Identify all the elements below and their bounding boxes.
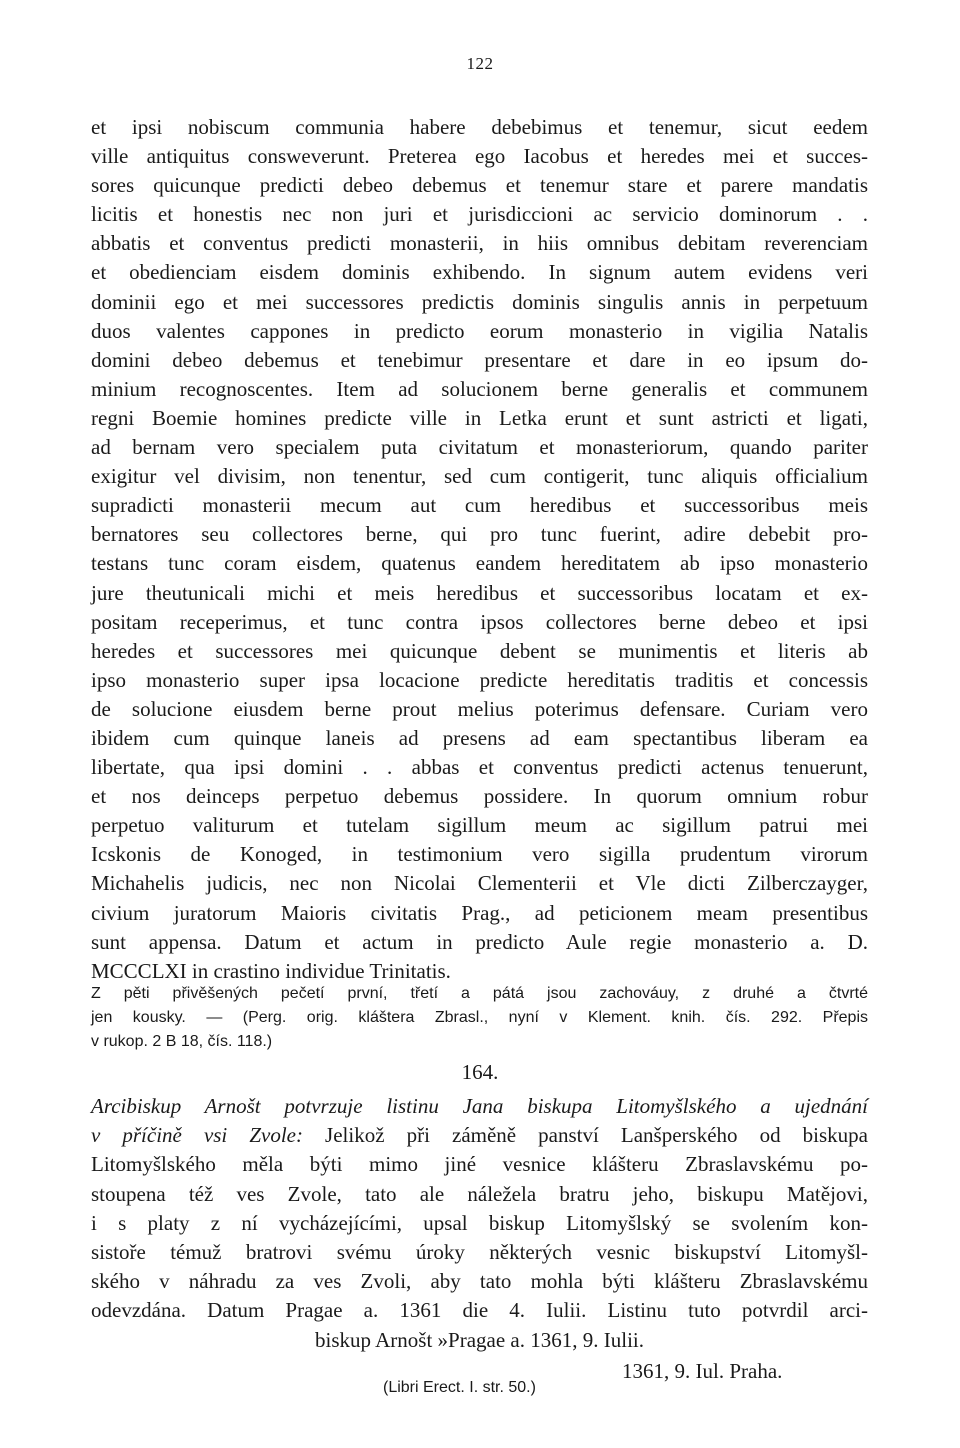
note-line: Z pěti přivěšených pečetí první, třetí a pátá jsou zachováuy, z druhé a čtvrté [91,985,868,1002]
text-line: et nos deinceps perpetuo debemus possidere. In quorum omnium robur [91,784,868,809]
note-line: v rukop. 2 B 18, čís. 118.) [91,1033,273,1050]
text-line: bernatores seu collectores berne, qui pro tunc fuerint, adire debebit pro- [91,522,868,547]
text-line: sunt appensa. Datum et actum in predicto Aule regie monasterio a. D. [91,929,868,954]
text-line: regni Boemie homines predicte ville in Letka erunt et sunt astricti et ligati, [91,405,868,430]
text-line: supradicti monasterii mecum aut cum heredibus et successoribus meis [91,493,868,518]
text-line: duos valentes cappones in predicto eorum monasterio in vigilia Natalis [91,318,868,343]
text-line: de solucione eiusdem berne prout melius poterimus defensare. Curiam vero [91,696,868,721]
entry-line: i s platy z ní vycházejícími, upsal biskup Litomyšlský se svolením kon- [91,1210,868,1235]
text-line: heredes et successores mei quicunque debent se munimentis et literis ab [91,638,868,663]
entry-line: sistoře témuž bratrovi svému úroky některých vesnic biskupství Litomyšl- [91,1240,868,1265]
source-citation: (Libri Erect. I. str. 50.) [383,1379,536,1396]
text-line: dominii ego et mei successores predictis dominis singulis annis in perpetuum [91,289,868,314]
text-line: Icskonis de Konoged, in testimonium vero sigilla prudentum virorum [91,842,868,867]
entry-regest [91,1092,868,1355]
note-line: jen kousky. — (Perg. orig. kláštera Zbrasl., nyní v Klement. knih. čís. 292. Přepis [91,1009,868,1026]
text-line: exigitur vel divisim, non tenentur, sed cum contigerit, tunc aliquis officialium [91,464,868,489]
text-line: perpetuo valiturum et tutelam sigillum meum ac sigillum patrui mei [91,813,868,838]
charter-text [91,113,868,986]
text-line: et ipsi nobiscum communia habere debebimus et tenemur, sicut eedem [91,115,868,139]
entry-title-end: v příčině vsi Zvole: [91,1123,303,1148]
entry-text-start: Jelikož při záměně panství Lanšperského od biskupa [302,1123,869,1148]
text-line: ipso monasterio super ipsa locacione predicte hereditatis traditis et concessis [91,667,868,692]
text-line: positam receperimus, et tunc contra ipsos collectores berne debeo et ipsi [91,609,868,634]
entry-text [91,1150,868,1325]
text-line: testans tunc coram eisdem, quatenus eandem hereditatem ab ipso monasterio [91,551,868,576]
text-line: Michahelis judicis, nec non Nicolai Clementerii et Vle dicti Zilberczayger, [91,871,868,896]
text-line: domini debeo debemus et tenebimur presentare et dare in eo ipsum do- [91,347,868,372]
entry-title-line: Arcibiskup Arnošt potvrzuje listinu Jana biskupa Litomyšlského a ujednání [91,1094,868,1118]
text-line: licitis et honestis nec non juri et jurisdiccioni ac servicio dominorum . . [91,202,868,227]
footnote [91,982,868,1054]
text-line: ad bernam vero specialem puta civitatum et monasteriorum, quando pariter [91,435,868,460]
text-line: abbatis et conventus predicti monasterii, in hiis omnibus debitam reverenciam [91,231,868,256]
entry-title-line2 [91,1121,868,1150]
text-line: ibidem cum quinque laneis ad presens ad eam spectantibus liberam ea [91,725,868,750]
entry-line: odevzdána. Datum Pragae a. 1361 die 4. Iulii. Listinu tuto potvrdil arci- [91,1298,868,1323]
text-line: jure theutunicali michi et meis heredibus et successoribus locatam et ex- [91,580,868,605]
text-line: ville antiquitus consweverunt. Preterea ego Iacobus et heredes mei et succes- [91,144,868,169]
entry-line: stoupena též ves Zvole, tato ale náležela bratru jeho, biskupu Matějovi, [91,1181,868,1206]
date-place: 1361, 9. Iul. Praha. [622,1359,783,1383]
text-line: civium juratorum Maioris civitatis Prag., ad peticionem meam presentibus [91,900,868,925]
page-number: 122 [466,54,494,73]
entry-last-line: biskup Arnošt »Pragae a. 1361, 9. Iulii. [315,1327,644,1352]
text-line: minium recognoscentes. Item ad solucionem berne generalis et communem [91,376,868,401]
text-line: MCCCLXI in crastino individue Trinitatis. [91,958,451,983]
entry-line: ského v náhradu za ves Zvoli, aby tato mohla býti klášteru Zbraslavskému [91,1269,868,1294]
text-line: libertate, qua ipsi domini . . abbas et conventus predicti actenus tenuerunt, [91,755,868,780]
entry-line: Litomyšlského měla býti mimo jiné vesnice klášteru Zbraslavskému po- [91,1152,868,1177]
text-line: sores quicunque predicti debeo debemus et tenemur stare et parere mandatis [91,173,868,198]
text-line: et obedienciam eisdem dominis exhibendo. In signum autem evidens veri [91,260,868,285]
entry-number: 164. [461,1060,499,1084]
